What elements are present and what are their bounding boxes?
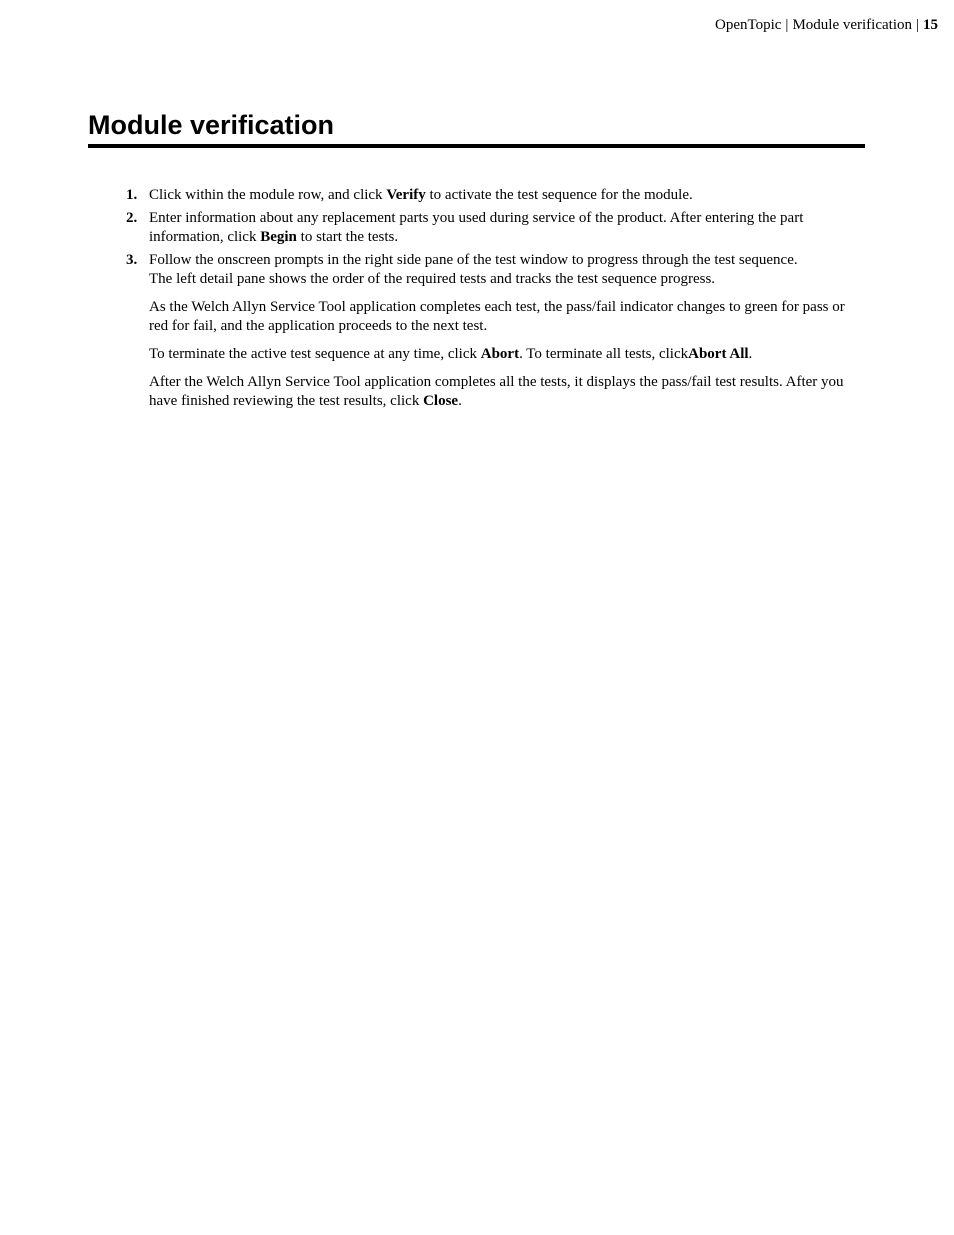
step-text: Enter information about any replacement parts you used during service of the product. After entering the part information, click Begin to start the tests. [149, 210, 804, 245]
step-3 [126, 251, 864, 411]
step-number: 1. [126, 187, 138, 203]
step-number: 3. [126, 252, 138, 268]
ui-term-verify: Verify [386, 187, 426, 203]
header-doc-title: OpenTopic [714, 17, 782, 33]
header-separator: | [915, 17, 919, 33]
step-2 [126, 209, 864, 247]
step-info-paragraph: After the Welch Allyn Service Tool application completes all the tests, it displays the pass/fail test results. After you have finished reviewing the test results, click Close. [149, 374, 844, 409]
step-info-paragraph: To terminate the active test sequence at any time, click Abort. To terminate all tests, clickAbort All. [149, 346, 753, 362]
step-1 [126, 186, 864, 205]
step-info-paragraph: As the Welch Allyn Service Tool application completes each test, the pass/fail indicator changes to green for pass or red for fail, and the application proceeds to the next test. [149, 299, 845, 334]
step-text: Follow the onscreen prompts in the right side pane of the test window to progress through the test sequence. The left detail pane shows the order of the required tests and tracks the test sequence progress. [149, 252, 798, 287]
header-section-title: Module verification [792, 17, 912, 33]
step-text: Click within the module row, and click Verify to activate the test sequence for the module. [149, 187, 693, 203]
ui-term-abort: Abort [480, 346, 520, 362]
ui-term-begin: Begin [260, 229, 297, 245]
running-header [715, 16, 938, 34]
page-title: Module verification [88, 108, 865, 148]
step-number: 2. [126, 210, 138, 226]
ui-term-abort-all: Abort All [688, 346, 749, 362]
header-separator: | [785, 17, 789, 33]
steps-list [126, 186, 864, 415]
ui-term-close: Close [423, 393, 459, 409]
page-number: 15 [923, 17, 938, 33]
